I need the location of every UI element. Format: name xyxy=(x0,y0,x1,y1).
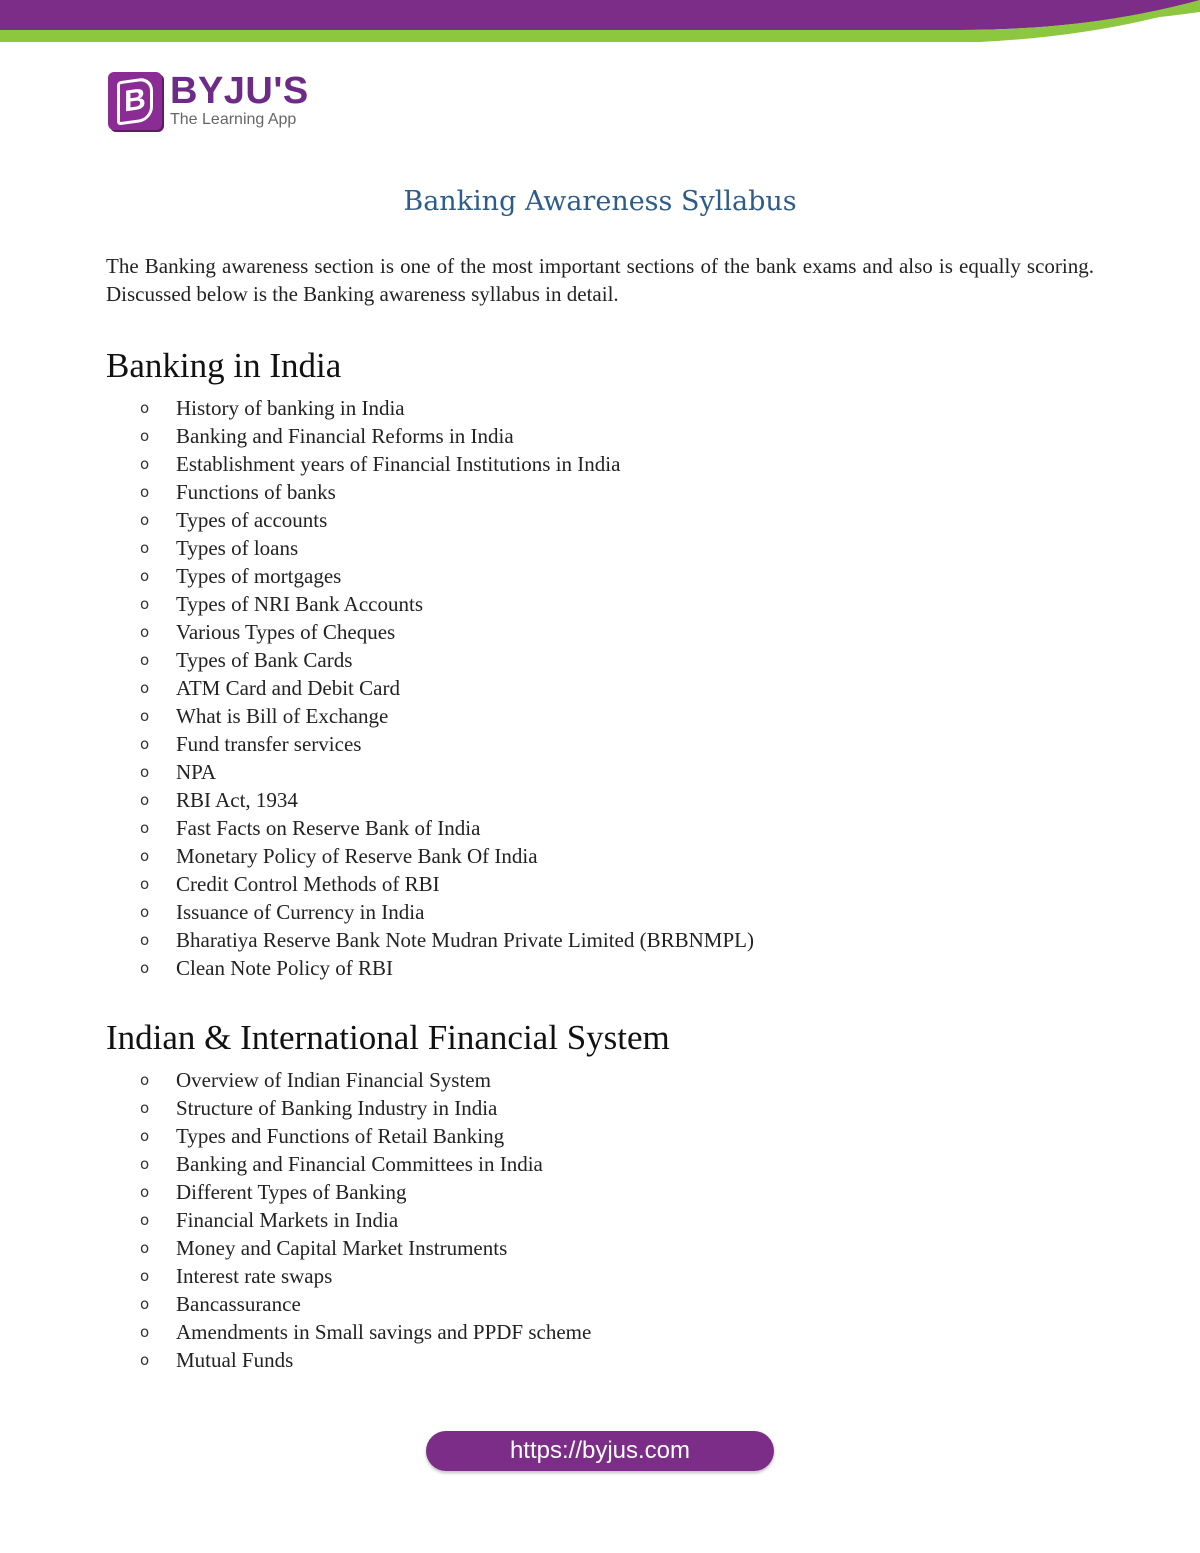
section-heading-financial-system: Indian & International Financial System xyxy=(106,1018,670,1057)
list-item xyxy=(140,870,754,898)
list-item xyxy=(140,674,754,702)
circle-bullet-icon: o xyxy=(140,1295,150,1313)
list-item-text: Money and Capital Market Instruments xyxy=(176,1236,508,1260)
circle-bullet-icon: o xyxy=(140,1211,150,1229)
list-item-text: Types of mortgages xyxy=(176,564,342,588)
list-item-text: Amendments in Small savings and PPDF scheme xyxy=(176,1320,592,1344)
list-item xyxy=(140,1234,591,1262)
list-item xyxy=(140,702,754,730)
list-item xyxy=(140,534,754,562)
list-item xyxy=(140,954,754,982)
circle-bullet-icon: o xyxy=(140,567,150,585)
list-item xyxy=(140,786,754,814)
logo-name: BYJU'S xyxy=(170,70,309,112)
circle-bullet-icon: o xyxy=(140,623,150,641)
list-item xyxy=(140,590,754,618)
circle-bullet-icon: o xyxy=(140,875,150,893)
intro-paragraph: The Banking awareness section is one of the most important sections of the bank exams and also is equally scoring. Discussed below is the Banking awareness syllabus in detail. xyxy=(106,254,1094,306)
circle-bullet-icon: o xyxy=(140,959,150,977)
circle-bullet-icon: o xyxy=(140,763,150,781)
list-item xyxy=(140,618,754,646)
circle-bullet-icon: o xyxy=(140,1267,150,1285)
list-item xyxy=(140,1346,591,1374)
list-item xyxy=(140,758,754,786)
logo-tagline: The Learning App xyxy=(170,111,297,128)
circle-bullet-icon: o xyxy=(140,483,150,501)
list-financial-system xyxy=(140,1066,591,1374)
list-item xyxy=(140,842,754,870)
circle-bullet-icon: o xyxy=(140,707,150,725)
circle-bullet-icon: o xyxy=(140,651,150,669)
list-item xyxy=(140,1150,591,1178)
list-item-text: Types of accounts xyxy=(176,508,328,532)
circle-bullet-icon: o xyxy=(140,903,150,921)
list-item xyxy=(140,506,754,534)
circle-bullet-icon: o xyxy=(140,1351,150,1369)
circle-bullet-icon: o xyxy=(140,1155,150,1173)
byjus-logo xyxy=(108,72,309,130)
list-item-text: Functions of banks xyxy=(176,480,336,504)
list-item-text: Issuance of Currency in India xyxy=(176,900,425,924)
list-item-text: Mutual Funds xyxy=(176,1348,294,1372)
circle-bullet-icon: o xyxy=(140,455,150,473)
list-item xyxy=(140,422,754,450)
circle-bullet-icon: o xyxy=(140,791,150,809)
list-item xyxy=(140,1094,591,1122)
list-item xyxy=(140,1262,591,1290)
list-item xyxy=(140,1178,591,1206)
list-item xyxy=(140,1122,591,1150)
circle-bullet-icon: o xyxy=(140,1099,150,1117)
list-item-text: Interest rate swaps xyxy=(176,1264,333,1288)
list-item-text: Various Types of Cheques xyxy=(176,620,396,644)
list-item xyxy=(140,394,754,422)
list-item xyxy=(140,1066,591,1094)
list-item-text: NPA xyxy=(176,760,217,784)
circle-bullet-icon: o xyxy=(140,595,150,613)
list-item xyxy=(140,1290,591,1318)
list-item xyxy=(140,562,754,590)
list-item-text: ATM Card and Debit Card xyxy=(176,676,400,700)
circle-bullet-icon: o xyxy=(140,819,150,837)
list-item xyxy=(140,926,754,954)
section-heading-banking-in-india: Banking in India xyxy=(106,346,342,385)
circle-bullet-icon: o xyxy=(140,1323,150,1341)
list-item-text: Banking and Financial Reforms in India xyxy=(176,424,514,448)
circle-bullet-icon: o xyxy=(140,679,150,697)
list-item-text: Credit Control Methods of RBI xyxy=(176,872,440,896)
list-item-text: Fund transfer services xyxy=(176,732,362,756)
page-title: Banking Awareness Syllabus xyxy=(403,186,797,217)
byjus-logo-icon: B xyxy=(108,72,162,130)
circle-bullet-icon: o xyxy=(140,1239,150,1257)
list-item xyxy=(140,814,754,842)
list-item-text: Financial Markets in India xyxy=(176,1208,399,1232)
list-item-text: What is Bill of Exchange xyxy=(176,704,389,728)
circle-bullet-icon: o xyxy=(140,427,150,445)
list-item-text: Bancassurance xyxy=(176,1292,301,1316)
list-item-text: Fast Facts on Reserve Bank of India xyxy=(176,816,481,840)
circle-bullet-icon: o xyxy=(140,1127,150,1145)
circle-bullet-icon: o xyxy=(140,735,150,753)
list-item xyxy=(140,646,754,674)
list-item-text: Types and Functions of Retail Banking xyxy=(176,1124,505,1148)
footer-url-link[interactable]: https://byjus.com xyxy=(426,1431,774,1471)
circle-bullet-icon: o xyxy=(140,399,150,417)
circle-bullet-icon: o xyxy=(140,511,150,529)
list-item-text: Types of loans xyxy=(176,536,299,560)
list-item xyxy=(140,478,754,506)
circle-bullet-icon: o xyxy=(140,1183,150,1201)
circle-bullet-icon: o xyxy=(140,847,150,865)
circle-bullet-icon: o xyxy=(140,1071,150,1089)
list-item-text: Types of NRI Bank Accounts xyxy=(176,592,423,616)
purple-stripe xyxy=(0,0,1200,30)
list-banking-in-india xyxy=(140,394,754,982)
list-item-text: History of banking in India xyxy=(176,396,405,420)
list-item-text: Different Types of Banking xyxy=(176,1180,407,1204)
list-item xyxy=(140,898,754,926)
list-item-text: Overview of Indian Financial System xyxy=(176,1068,491,1092)
list-item-text: Clean Note Policy of RBI xyxy=(176,956,393,980)
header-band xyxy=(0,0,1200,46)
list-item-text: Bharatiya Reserve Bank Note Mudran Private Limited (BRBNMPL) xyxy=(176,928,754,952)
list-item-text: Banking and Financial Committees in India xyxy=(176,1152,543,1176)
list-item xyxy=(140,450,754,478)
list-item-text: Types of Bank Cards xyxy=(176,648,353,672)
circle-bullet-icon: o xyxy=(140,931,150,949)
list-item xyxy=(140,1206,591,1234)
circle-bullet-icon: o xyxy=(140,539,150,557)
list-item-text: RBI Act, 1934 xyxy=(176,788,298,812)
list-item xyxy=(140,1318,591,1346)
list-item xyxy=(140,730,754,758)
list-item-text: Monetary Policy of Reserve Bank Of India xyxy=(176,844,538,868)
list-item-text: Establishment years of Financial Institutions in India xyxy=(176,452,621,476)
list-item-text: Structure of Banking Industry in India xyxy=(176,1096,498,1120)
